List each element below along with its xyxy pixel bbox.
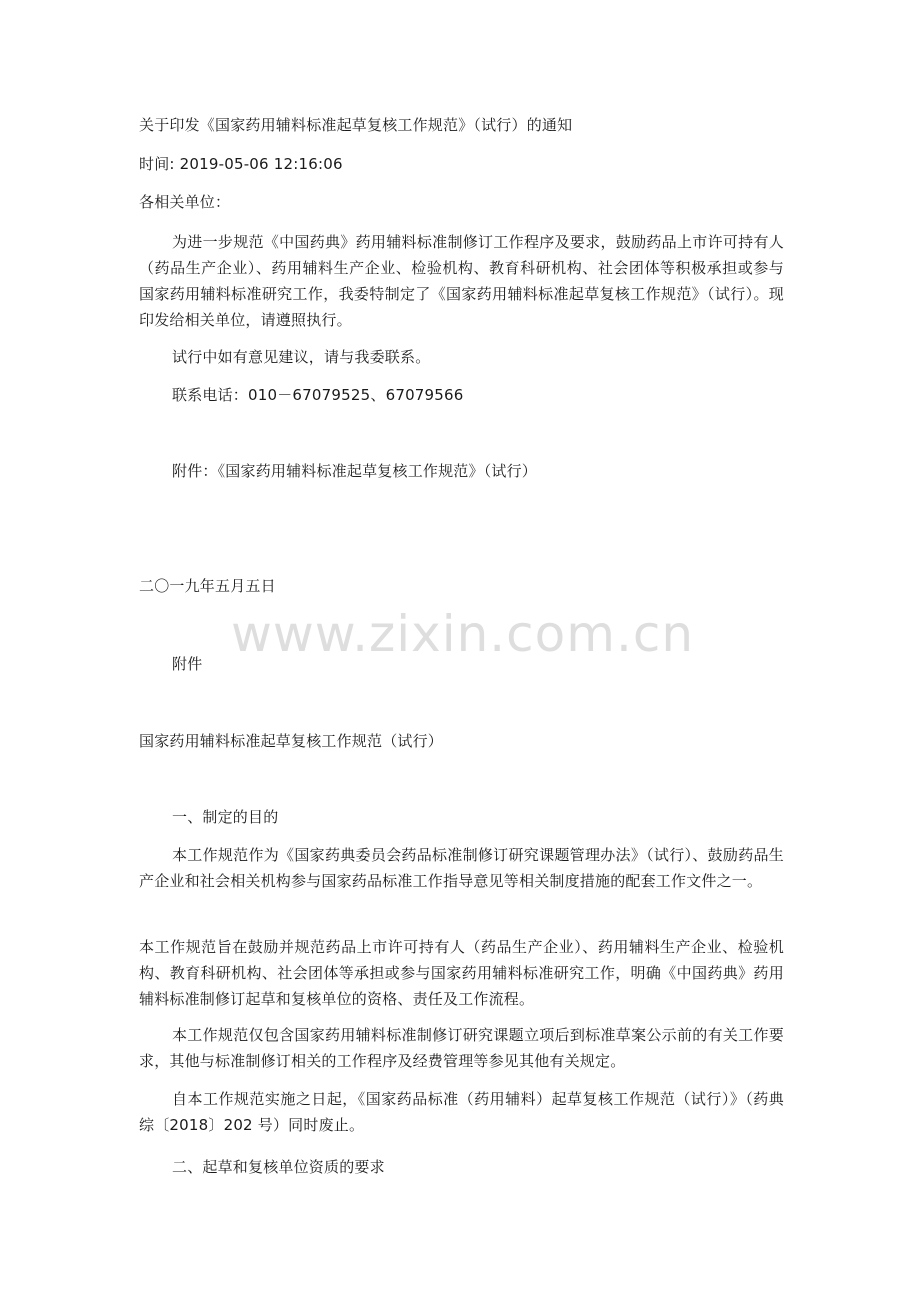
section-1-paragraph-1: 本工作规范作为《国家药典委员会药品标准制修订研究课题管理办法》（试行）、鼓励药品生产企业和社会相关机构参与国家药品标准工作指导意见等相关制度措施的配套工作文件之一。 [139, 846, 784, 890]
issue-date: 二〇一九年五月五日 [139, 577, 276, 595]
contact-phone: 联系电话：010－67079525、67079566 [172, 386, 464, 404]
notice-title: 关于印发《国家药用辅料标准起草复核工作规范》（试行）的通知 [139, 116, 573, 134]
watermark: www.zixin.com.cn [231, 605, 695, 663]
attachment-reference: 附件：《国家药用辅料标准起草复核工作规范》（试行） [172, 462, 538, 480]
attachment-title: 国家药用辅料标准起草复核工作规范（试行） [139, 732, 444, 750]
notice-paragraph-2: 试行中如有意见建议，请与我委联系。 [172, 348, 431, 366]
section-1-paragraph-4: 自本工作规范实施之日起，《国家药品标准（药用辅料）起草复核工作规范（试行）》（药典综〔2018〕202 号）同时废止。 [139, 1090, 784, 1134]
notice-paragraph-1: 为进一步规范《中国药典》药用辅料标准制修订工作程序及要求，鼓励药品上市许可持有人（药品生产企业）、药用辅料生产企业、检验机构、教育科研机构、社会团体等积极承担或参与国家药用辅料标准研究工作，我委特制定了《国家药用辅料标准起草复核工作规范》（试行）。现印发给相关单位，请遵照执行。 [139, 233, 784, 329]
publish-time: 时间: 2019-05-06 12:16:06 [139, 155, 343, 173]
attachment-label: 附件 [172, 655, 203, 673]
salutation: 各相关单位： [139, 193, 231, 211]
section-2-heading: 二、起草和复核单位资质的要求 [172, 1158, 385, 1176]
section-1-paragraph-3: 本工作规范仅包含国家药用辅料标准制修订研究课题立项后到标准草案公示前的有关工作要求，其他与标准制修订相关的工作程序及经费管理等参见其他有关规定。 [139, 1026, 784, 1070]
section-1-heading: 一、制定的目的 [172, 808, 279, 826]
section-1-paragraph-2: 本工作规范旨在鼓励并规范药品上市许可持有人（药品生产企业）、药用辅料生产企业、检验机构、教育科研机构、社会团体等承担或参与国家药用辅料标准研究工作，明确《中国药典》药用辅料标准制修订起草和复核单位的资格、责任及工作流程。 [139, 938, 784, 1008]
